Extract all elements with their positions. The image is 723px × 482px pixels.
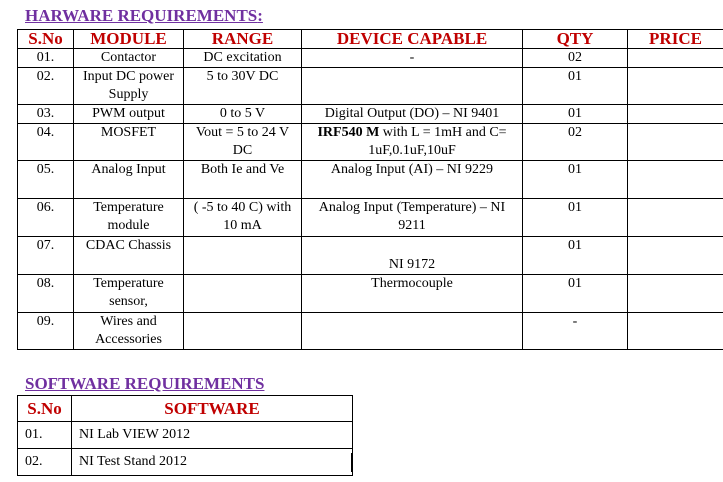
cell-device: Analog Input (AI) – NI 9229 xyxy=(302,161,523,199)
cell-qty: 02 xyxy=(523,124,628,161)
cell-price xyxy=(628,124,723,161)
cell-device: - xyxy=(302,49,523,68)
table-row xyxy=(18,68,723,105)
header-qty: QTY xyxy=(523,30,628,49)
cell-range: 5 to 30V DC xyxy=(184,68,302,105)
hardware-table xyxy=(17,29,723,350)
cell-device xyxy=(302,124,523,161)
cell-software: NI Lab VIEW 2012 xyxy=(72,422,353,449)
cell-module: Analog Input xyxy=(74,161,184,199)
header-module: MODULE xyxy=(74,30,184,49)
cell-qty: 01 xyxy=(523,161,628,199)
table-row xyxy=(18,49,723,68)
table-row xyxy=(18,422,353,449)
cell-range: DC excitation xyxy=(184,49,302,68)
cell-sno: 09. xyxy=(18,313,74,350)
cell-qty: 01 xyxy=(523,237,628,275)
cell-module: PWM output xyxy=(74,105,184,124)
cell-price xyxy=(628,313,723,350)
cell-module: Temperature module xyxy=(74,199,184,237)
cell-range xyxy=(184,237,302,275)
cell-qty: 02 xyxy=(523,49,628,68)
cell-qty: 01 xyxy=(523,275,628,313)
header-software: SOFTWARE xyxy=(72,396,353,422)
cell-module: Contactor xyxy=(74,49,184,68)
hardware-title: HARWARE REQUIREMENTS xyxy=(25,6,258,25)
table-row xyxy=(18,449,353,476)
header-sno: S.No xyxy=(18,30,74,49)
cell-price xyxy=(628,199,723,237)
hardware-header-row xyxy=(18,30,723,49)
cell-module: Wires and Accessories xyxy=(74,313,184,350)
cell-device: NI 9172 xyxy=(302,237,523,275)
cell-qty: 01 xyxy=(523,68,628,105)
cell-module: Temperature sensor, xyxy=(74,275,184,313)
table-row xyxy=(18,237,723,275)
cell-price xyxy=(628,68,723,105)
cell-range xyxy=(184,313,302,350)
cell-sno: 06. xyxy=(18,199,74,237)
cell-module: CDAC Chassis xyxy=(74,237,184,275)
cell-qty: 01 xyxy=(523,105,628,124)
cell-device xyxy=(302,68,523,105)
device-part-number: IRF540 M xyxy=(317,125,380,140)
table-row xyxy=(18,124,723,161)
cell-sno: 03. xyxy=(18,105,74,124)
table-row xyxy=(18,105,723,124)
cell-sno: 01. xyxy=(18,49,74,68)
hardware-title-colon: : xyxy=(257,6,263,25)
cell-sno: 04. xyxy=(18,124,74,161)
cell-price xyxy=(628,105,723,124)
software-header-row xyxy=(18,396,353,422)
device-detail: with L = 1mH and C= 1uF,0.1uF,10uF xyxy=(368,125,507,158)
cell-range: Both Ie and Ve xyxy=(184,161,302,199)
cell-sno: 08. xyxy=(18,275,74,313)
cell-device: Analog Input (Temperature) – NI 9211 xyxy=(302,199,523,237)
cell-range: Vout = 5 to 24 V DC xyxy=(184,124,302,161)
cell-device: Thermocouple xyxy=(302,275,523,313)
table-row xyxy=(18,313,723,350)
cell-range xyxy=(184,275,302,313)
cell-price xyxy=(628,237,723,275)
header-price: PRICE xyxy=(628,30,723,49)
cell-sno: 05. xyxy=(18,161,74,199)
cell-sno: 07. xyxy=(18,237,74,275)
hardware-heading xyxy=(25,7,263,25)
cell-module: MOSFET xyxy=(74,124,184,161)
cell-device xyxy=(302,313,523,350)
cell-range: 0 to 5 V xyxy=(184,105,302,124)
table-row xyxy=(18,275,723,313)
cell-sno: 02. xyxy=(18,449,72,476)
text-cursor xyxy=(351,453,353,472)
software-table xyxy=(17,395,353,476)
header-device-capable: DEVICE CAPABLE xyxy=(302,30,523,49)
cell-price xyxy=(628,275,723,313)
cell-price xyxy=(628,161,723,199)
header-range: RANGE xyxy=(184,30,302,49)
cell-qty: 01 xyxy=(523,199,628,237)
cell-module: Input DC power Supply xyxy=(74,68,184,105)
header-sno: S.No xyxy=(18,396,72,422)
cell-device: Digital Output (DO) – NI 9401 xyxy=(302,105,523,124)
cell-range: ( -5 to 40 C) with 10 mA xyxy=(184,199,302,237)
table-row xyxy=(18,199,723,237)
cell-sno: 01. xyxy=(18,422,72,449)
cell-qty: - xyxy=(523,313,628,350)
table-row xyxy=(18,161,723,199)
software-heading: SOFTWARE REQUIREMENTS xyxy=(25,374,265,393)
cell-price xyxy=(628,49,723,68)
cell-software: NI Test Stand 2012 xyxy=(72,449,353,476)
cell-sno: 02. xyxy=(18,68,74,105)
